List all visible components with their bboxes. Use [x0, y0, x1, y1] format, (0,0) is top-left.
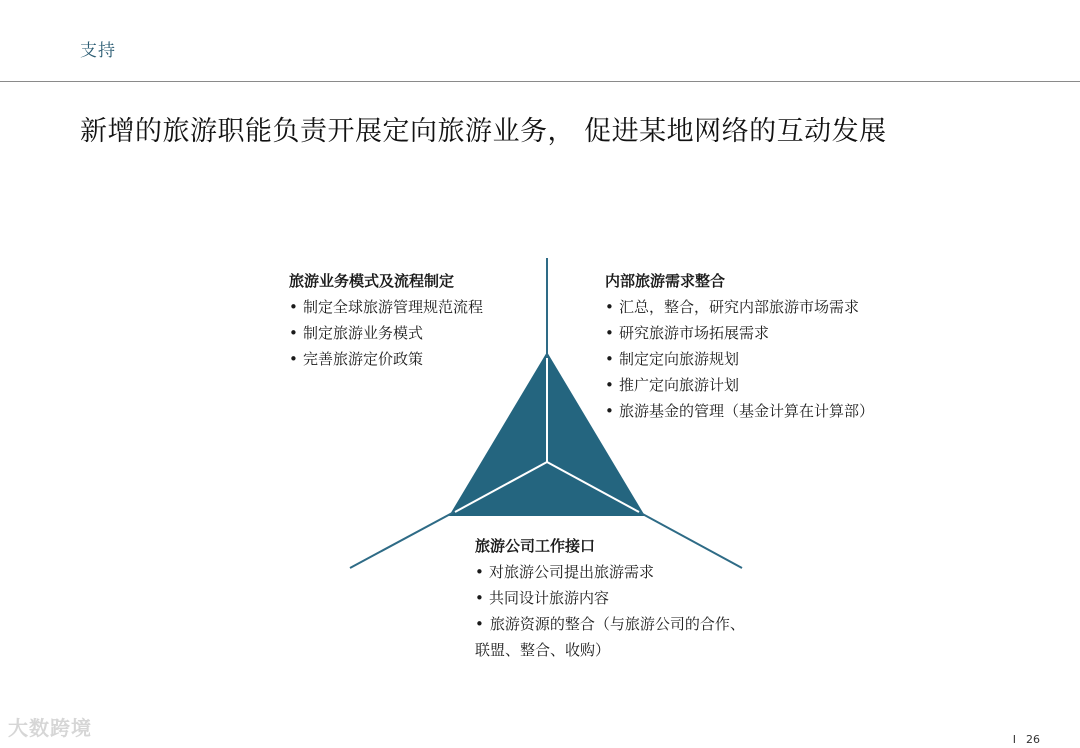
- list-item: • 推广定向旅游计划: [605, 372, 874, 398]
- list-item: • 制定定向旅游规划: [605, 346, 874, 372]
- block-heading: 旅游公司工作接口: [475, 537, 596, 555]
- bullet-list: [289, 294, 483, 372]
- block-business-model: [289, 268, 483, 372]
- list-item: • 汇总，整合，研究内部旅游市场需求: [605, 294, 874, 320]
- page-separator: I: [1012, 733, 1016, 746]
- page-number: 26: [1026, 733, 1040, 746]
- block-heading: 旅游业务模式及流程制定: [289, 272, 455, 290]
- block-heading: 内部旅游需求整合: [605, 272, 726, 290]
- list-item: • 完善旅游定价政策: [289, 346, 483, 372]
- section-tag: 支持: [80, 41, 116, 61]
- block-agency-interface: [475, 533, 755, 663]
- watermark-text: 大数跨境: [8, 716, 92, 740]
- bullet-list: [475, 559, 755, 663]
- list-item: • 制定旅游业务模式: [289, 320, 483, 346]
- page-indicator: [1013, 733, 1040, 746]
- list-item: • 对旅游公司提出旅游需求: [475, 559, 755, 585]
- list-item: • 研究旅游市场拓展需求: [605, 320, 874, 346]
- bullet-list: [605, 294, 874, 424]
- list-item: • 共同设计旅游内容: [475, 585, 755, 611]
- list-item: • 旅游基金的管理（基金计算在计算部）: [605, 398, 874, 424]
- watermark-logo: [8, 712, 92, 741]
- list-item: • 旅游资源的整合（与旅游公司的合作、联盟、整合、收购）: [475, 611, 755, 663]
- slide-title: 新增的旅游职能负责开展定向旅游业务， 促进某地网络的互动发展: [80, 116, 887, 147]
- list-item: • 制定全球旅游管理规范流程: [289, 294, 483, 320]
- block-internal-demand: [605, 268, 874, 424]
